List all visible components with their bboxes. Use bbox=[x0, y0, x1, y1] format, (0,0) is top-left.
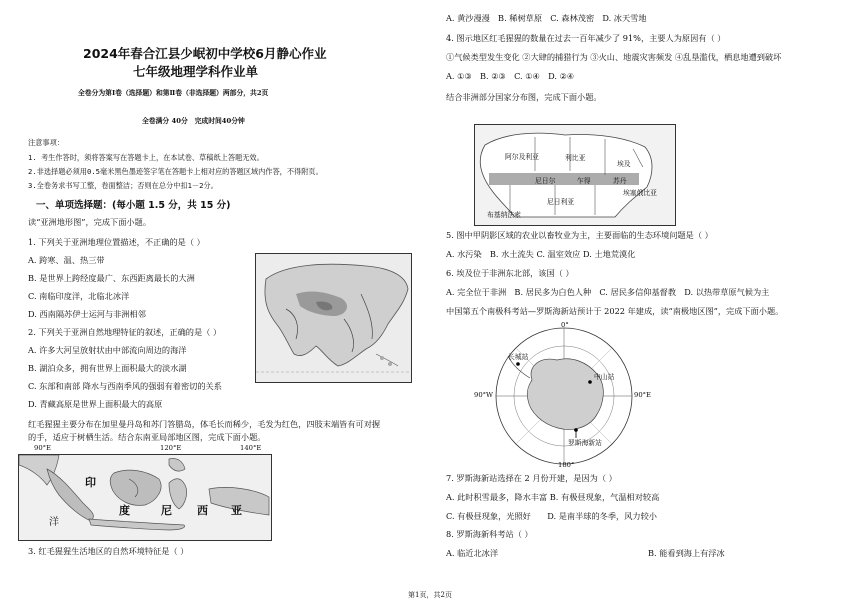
asia-terrain-map bbox=[255, 253, 412, 383]
option: C. 南临印度洋，北临北冰洋 bbox=[28, 291, 130, 301]
sea-label: 度 bbox=[119, 504, 130, 517]
orangutan-paragraph: 红毛猩猩主要分布在加里曼丹岛和苏门答腊岛，体毛长而稀少，毛发为红色，四肢末端皆有可对握 bbox=[28, 419, 381, 429]
note-item: 2.非选择题必须用0.5毫米黑色墨迹签字笔在答题卡上相对应的答题区域内作答，不得附页。 bbox=[28, 167, 323, 176]
sea-label: 西 bbox=[197, 504, 208, 517]
q3-options: A. 黄沙漫漫 B. 稀树草原 C. 森林茂密 D. 冰天雪地 bbox=[446, 13, 647, 23]
country-label: 埃及 bbox=[617, 160, 631, 168]
exam-title: 2024年春合江县少岷初中学校6月静心作业 bbox=[83, 46, 327, 61]
country-label: 苏丹 bbox=[613, 177, 627, 185]
lon-label: 90°W bbox=[474, 391, 494, 399]
question-3: 3. 红毛猩猩生活地区的自然环境特征是（ ） bbox=[28, 546, 189, 556]
sea-label: 洋 bbox=[49, 517, 59, 528]
question-2: 2. 下列关于亚洲自然地理特征的叙述，正确的是（ ） bbox=[28, 327, 222, 337]
option: B. 湖泊众多，拥有世界上面积最大的淡水湖 bbox=[28, 363, 187, 373]
q5-options: A. 水污染 B. 水土流失 C. 温室效应 D. 土地荒漠化 bbox=[446, 249, 636, 259]
option: B. 是世界上跨经度最广、东西距离最长的大洲 bbox=[28, 273, 195, 283]
note-item: 3.全卷务求书写工整，卷面整洁；否则在总分中扣1－2分。 bbox=[28, 181, 218, 190]
country-label: 尼日利亚 bbox=[547, 198, 575, 206]
question-4: 4. 图示地区红毛猩猩的数量在过去一百年减少了 91%，主要人为原因有（ ） bbox=[446, 33, 726, 43]
reading-intro: 读“亚洲地形图”，完成下面小题。 bbox=[28, 217, 151, 227]
sea-label: 尼 bbox=[161, 504, 172, 517]
notes-title: 注意事项： bbox=[28, 138, 64, 147]
option: D. 西南隔苏伊士运河与非洲相邻 bbox=[28, 309, 146, 319]
sea-label: 印 bbox=[85, 476, 96, 489]
q4-statements: ①气候类型发生变化 ②大肆的捕猎行为 ③火山、地震灾害频发 ④乱垦滥伐，栖息地遭到破坏 bbox=[446, 52, 782, 62]
page-footer: 第1页，共2页 bbox=[408, 591, 452, 599]
option: C. 东部和南部 降水与西南季风的强弱有着密切的关系 bbox=[28, 381, 222, 391]
country-label: 阿尔及利亚 bbox=[505, 153, 539, 161]
lon-label: 90°E bbox=[34, 444, 52, 452]
question-5: 5. 图中甲阴影区域的农业以畜牧业为主，主要面临的生态环境问题是（ ） bbox=[446, 230, 713, 240]
option: A. 许多大河呈放射状由中部流向周边的海洋 bbox=[28, 345, 187, 355]
option: A. 此时积雪最多，降水丰富 B. 有极昼现象，气温相对较高 bbox=[446, 492, 660, 502]
section-heading: 一、单项选择题：(每小题 1.5 分，共 15 分) bbox=[36, 200, 231, 211]
option: C. 有极昼现象，光照好 D. 是南半球的冬季，风力较小 bbox=[446, 511, 657, 521]
lon-label: 180° bbox=[558, 461, 575, 469]
lon-label: 120°E bbox=[160, 444, 182, 452]
orangutan-paragraph: 的手，适应于树栖生活。结合东南亚局部地区图，完成下面小题。 bbox=[28, 432, 266, 442]
antarctic-intro: 中国第五个南极科考站—罗斯海新站预计于 2022 年建成，读“南极地区图”，完成下面小题。 bbox=[446, 306, 784, 316]
station-label: 长城站 bbox=[508, 353, 529, 361]
antarctic-map bbox=[472, 320, 657, 470]
q4-options: A. ①③ B. ②③ C. ①④ D. ②④ bbox=[446, 71, 575, 81]
option: A. 临近北冰洋 bbox=[446, 548, 499, 558]
country-label: 利比亚 bbox=[565, 154, 586, 162]
exam-score-time: 全卷满分 40分 完成时间40分钟 bbox=[142, 117, 245, 125]
station-label: 中山站 bbox=[594, 373, 615, 381]
africa-countries-map bbox=[474, 124, 676, 226]
station-label: 罗斯海新站 bbox=[568, 439, 602, 447]
southeast-asia-map bbox=[18, 454, 272, 541]
option: A. 跨寒、温、热三带 bbox=[28, 255, 105, 265]
question-8: 8. 罗斯海新科考站（ ） bbox=[446, 529, 533, 539]
lon-label: 140°E bbox=[240, 444, 262, 452]
option: B. 能看到海上有浮冰 bbox=[648, 548, 725, 558]
lon-label: 0° bbox=[561, 321, 569, 329]
antarctic-map-graphic bbox=[472, 320, 657, 470]
lon-label: 90°E bbox=[634, 391, 652, 399]
option: D. 青藏高原是世界上面积最大的高原 bbox=[28, 399, 163, 409]
question-7: 7. 罗斯海新站选择在 2 月份开建，是因为（ ） bbox=[446, 473, 617, 483]
africa-intro: 结合非洲部分国家分布图，完成下面小题。 bbox=[446, 92, 602, 102]
country-label: 布基纳法索 bbox=[487, 211, 521, 219]
sea-label: 亚 bbox=[231, 504, 242, 517]
exam-structure: 全卷分为第Ⅰ卷（选择题）和第Ⅱ卷（非选择题）两部分，共2页 bbox=[78, 89, 269, 97]
asia-map-graphic bbox=[256, 254, 411, 382]
question-1: 1. 下列关于亚洲地理位置描述，不正确的是（ ） bbox=[28, 237, 205, 247]
q6-options: A. 完全位于非洲 B. 居民多为白色人种 C. 居民多信仰基督教 D. 以热带草原气候为主 bbox=[446, 287, 770, 297]
question-6: 6. 埃及位于非洲东北部，该国（ ） bbox=[446, 268, 574, 278]
country-label: 乍得 bbox=[577, 177, 591, 185]
country-label: 埃塞俄比亚 bbox=[623, 189, 657, 197]
exam-subject-title: 七年级地理学科作业单 bbox=[133, 64, 259, 79]
note-item: 1. 考生作答时，须将答案写在答题卡上，在本试卷、草稿纸上答题无效。 bbox=[28, 153, 264, 162]
country-label: 尼日尔 bbox=[535, 177, 556, 185]
